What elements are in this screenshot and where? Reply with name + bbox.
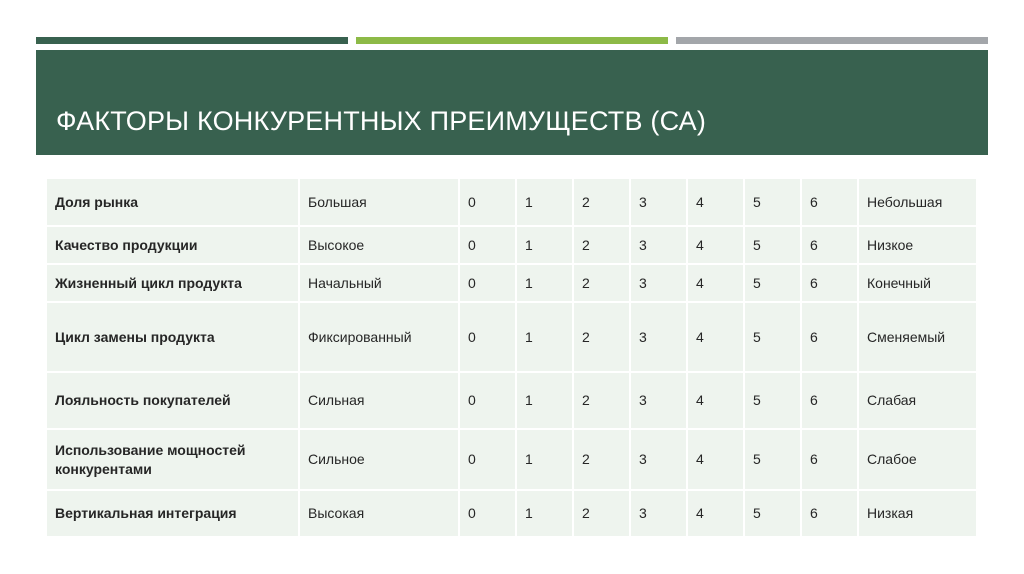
table-row — [47, 490, 976, 537]
scale-cell: 1 — [516, 490, 573, 537]
scale-cell: 3 — [630, 429, 687, 490]
scale-cell: 5 — [744, 264, 801, 302]
table-row — [47, 302, 976, 372]
scale-cell: 6 — [801, 302, 858, 372]
factor-cell: Доля рынка — [47, 179, 299, 226]
scale-cell: 1 — [516, 372, 573, 429]
factors-table — [47, 179, 976, 538]
scale-cell: 2 — [573, 179, 630, 226]
strong-value-cell: Высокое — [299, 226, 459, 264]
weak-value-cell: Сменяемый — [858, 302, 976, 372]
scale-cell: 6 — [801, 179, 858, 226]
table-row — [47, 372, 976, 429]
table-row — [47, 429, 976, 490]
scale-cell: 0 — [459, 490, 516, 537]
scale-cell: 6 — [801, 429, 858, 490]
scale-cell: 0 — [459, 179, 516, 226]
table-row — [47, 226, 976, 264]
scale-cell: 1 — [516, 264, 573, 302]
scale-cell: 0 — [459, 226, 516, 264]
scale-cell: 3 — [630, 302, 687, 372]
weak-value-cell: Конечный — [858, 264, 976, 302]
accent-bar-gray — [676, 37, 988, 44]
scale-cell: 4 — [687, 179, 744, 226]
strong-value-cell: Начальный — [299, 264, 459, 302]
table-row — [47, 264, 976, 302]
scale-cell: 2 — [573, 372, 630, 429]
weak-value-cell: Низкое — [858, 226, 976, 264]
scale-cell: 4 — [687, 429, 744, 490]
scale-cell: 4 — [687, 226, 744, 264]
strong-value-cell: Сильное — [299, 429, 459, 490]
scale-cell: 4 — [687, 490, 744, 537]
scale-cell: 3 — [630, 372, 687, 429]
scale-cell: 5 — [744, 490, 801, 537]
scale-cell: 6 — [801, 226, 858, 264]
page-title: ФАКТОРЫ КОНКУРЕНТНЫХ ПРЕИМУЩЕСТВ (СА) — [56, 106, 707, 136]
strong-value-cell: Фиксированный — [299, 302, 459, 372]
scale-cell: 2 — [573, 302, 630, 372]
factor-cell: Жизненный цикл продукта — [47, 264, 299, 302]
scale-cell: 4 — [687, 264, 744, 302]
scale-cell: 1 — [516, 226, 573, 264]
scale-cell: 4 — [687, 372, 744, 429]
factor-cell: Цикл замены продукта — [47, 302, 299, 372]
weak-value-cell: Слабая — [858, 372, 976, 429]
scale-cell: 5 — [744, 302, 801, 372]
scale-cell: 5 — [744, 179, 801, 226]
scale-cell: 6 — [801, 490, 858, 537]
scale-cell: 1 — [516, 179, 573, 226]
weak-value-cell: Слабое — [858, 429, 976, 490]
table-row — [47, 179, 976, 226]
scale-cell: 5 — [744, 429, 801, 490]
scale-cell: 0 — [459, 429, 516, 490]
scale-cell: 0 — [459, 264, 516, 302]
accent-bar-light-green — [356, 37, 668, 44]
weak-value-cell: Низкая — [858, 490, 976, 537]
scale-cell: 1 — [516, 429, 573, 490]
factor-cell: Лояльность покупателей — [47, 372, 299, 429]
strong-value-cell: Сильная — [299, 372, 459, 429]
accent-bar-dark-green — [36, 37, 348, 44]
scale-cell: 2 — [573, 429, 630, 490]
scale-cell: 2 — [573, 226, 630, 264]
strong-value-cell: Большая — [299, 179, 459, 226]
weak-value-cell: Небольшая — [858, 179, 976, 226]
scale-cell: 6 — [801, 372, 858, 429]
scale-cell: 5 — [744, 372, 801, 429]
scale-cell: 3 — [630, 490, 687, 537]
scale-cell: 0 — [459, 372, 516, 429]
scale-cell: 0 — [459, 302, 516, 372]
strong-value-cell: Высокая — [299, 490, 459, 537]
factor-cell: Качество продукции — [47, 226, 299, 264]
scale-cell: 2 — [573, 490, 630, 537]
title-band — [36, 50, 988, 155]
scale-cell: 4 — [687, 302, 744, 372]
factor-cell: Использование мощностей конкурентами — [47, 429, 299, 490]
factor-cell: Вертикальная интеграция — [47, 490, 299, 537]
scale-cell: 2 — [573, 264, 630, 302]
scale-cell: 6 — [801, 264, 858, 302]
scale-cell: 5 — [744, 226, 801, 264]
scale-cell: 1 — [516, 302, 573, 372]
scale-cell: 3 — [630, 179, 687, 226]
scale-cell: 3 — [630, 264, 687, 302]
scale-cell: 3 — [630, 226, 687, 264]
